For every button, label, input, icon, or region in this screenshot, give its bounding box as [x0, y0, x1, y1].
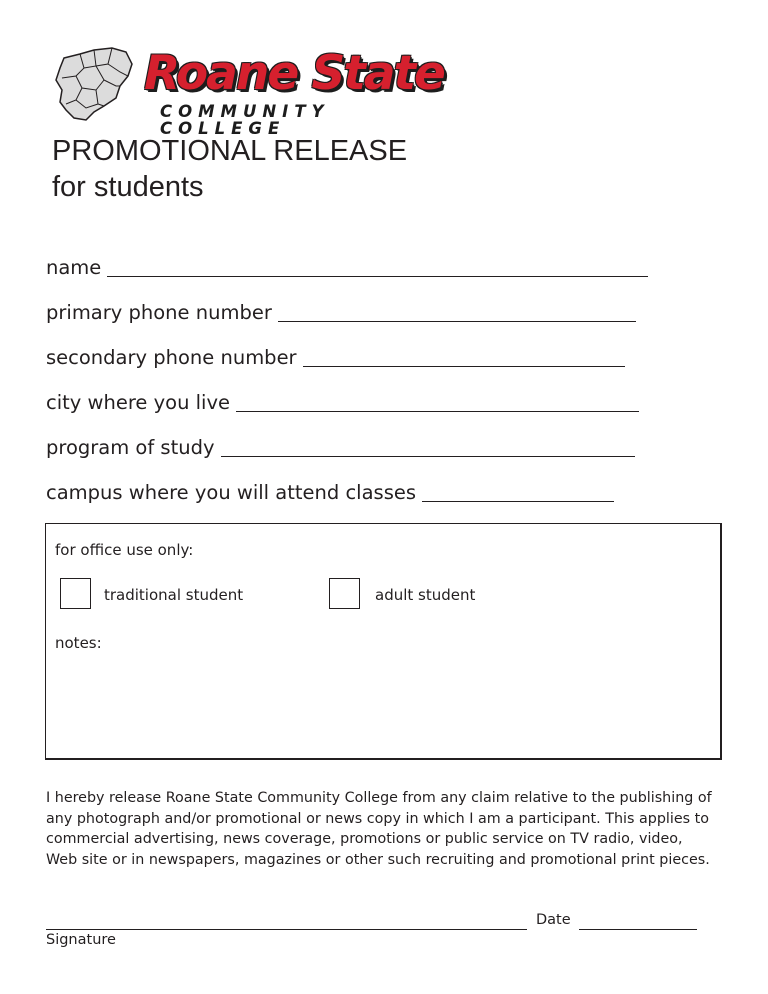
city-input-line[interactable]	[236, 393, 639, 412]
signature-line[interactable]	[46, 929, 527, 930]
adult-student-checkbox[interactable]	[329, 578, 360, 609]
notes-label: notes:	[55, 634, 102, 652]
campus-field[interactable]	[46, 481, 614, 505]
release-statement: I hereby release Roane State Community College from any claim relative to the publishing of any photograph and/or promotional or news copy in which I am a participant. This applies to commercial advertising, news coverage, promotions or public service on TV radio, video, Web site or in newspapers, magazines or other such recruiting and promotional print pieces.	[46, 790, 712, 868]
title-line-1: PROMOTIONAL RELEASE	[52, 135, 408, 167]
primary-phone-field[interactable]	[46, 301, 636, 325]
adult-student-label: adult student	[375, 586, 476, 604]
program-field[interactable]	[46, 436, 635, 460]
date-line[interactable]	[579, 929, 697, 930]
signature-label: Signature	[46, 932, 116, 948]
traditional-student-checkbox[interactable]	[60, 578, 91, 609]
campus-input-line[interactable]	[422, 483, 614, 502]
campus-label: campus where you will attend classes	[46, 481, 417, 504]
office-use-box	[45, 523, 722, 760]
county-map-icon	[50, 46, 150, 126]
name-field[interactable]	[46, 256, 648, 280]
program-label: program of study	[46, 436, 215, 459]
college-logo	[50, 46, 450, 138]
program-input-line[interactable]	[221, 438, 635, 457]
logo-wordmark: Roane State	[144, 46, 444, 101]
title-line-2: for students	[52, 171, 204, 203]
primary-phone-input-line[interactable]	[278, 303, 636, 322]
secondary-phone-field[interactable]	[46, 346, 625, 370]
page-title	[52, 133, 407, 205]
logo-subtitle: COMMUNITY COLLEGE	[160, 102, 330, 138]
traditional-student-label: traditional student	[104, 586, 244, 604]
city-field[interactable]	[46, 391, 639, 415]
secondary-phone-label: secondary phone number	[46, 346, 297, 369]
primary-phone-label: primary phone number	[46, 301, 272, 324]
secondary-phone-input-line[interactable]	[303, 348, 625, 367]
city-label: city where you live	[46, 391, 231, 414]
name-label: name	[46, 256, 102, 279]
date-label: Date	[536, 912, 571, 928]
office-use-heading: for office use only:	[55, 541, 194, 559]
name-input-line[interactable]	[107, 258, 648, 277]
